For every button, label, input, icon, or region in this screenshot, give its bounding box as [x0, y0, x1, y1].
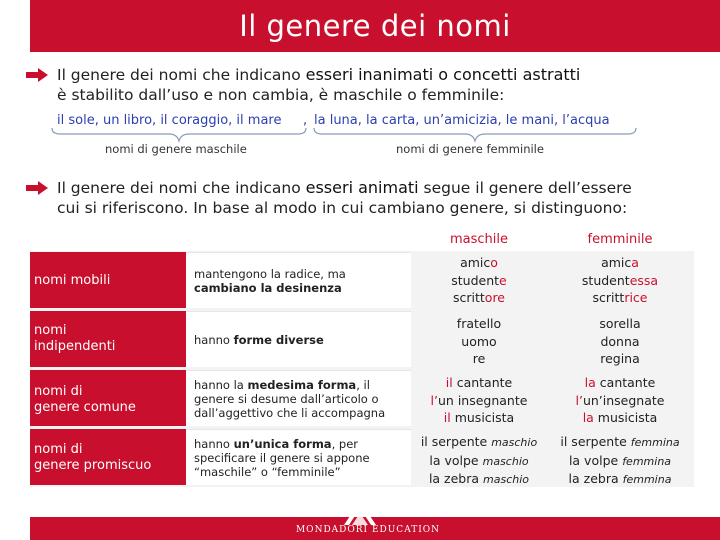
arrow-right-icon: [26, 181, 48, 195]
cell-masculine: il serpente maschio la volpe maschio la zebra maschio: [420, 434, 538, 486]
examples-feminine: la luna, la carta, un’amicizia, le mani, l’acqua: [314, 113, 610, 128]
row-label-band: [30, 429, 186, 485]
row-label: nomi di genere comune: [34, 384, 136, 415]
row-label: nomi indipendenti: [34, 323, 116, 354]
column-header-feminine: femminile: [587, 232, 653, 247]
row-description: hanno forme diverse: [186, 311, 411, 367]
row-description: mantengono la radice, ma cambiano la desinenza: [186, 252, 411, 308]
paragraph-animate: Il genere dei nomi che indicano esseri animati segue il genere dell’essere cui si riferiscono. In base al modo in cui cambiano genere, si distinguono:: [57, 178, 632, 217]
paragraph-inanimate: Il genere dei nomi che indicano esseri inanimati o concetti astratti è stabilito dall’uso e non cambia, è maschile o femminile:: [57, 65, 581, 104]
row-description: hanno un’unica forma, per specificare il genere si appone “maschile” o “femminile”: [186, 429, 411, 485]
row-label-band: [30, 311, 186, 367]
cell-masculine: fratello uomo re: [456, 316, 502, 366]
label-masculine-gender: nomi di genere maschile: [105, 142, 247, 156]
cell-feminine: il serpente femmina la volpe femmina la zebra femmina: [560, 434, 680, 486]
row-label-band: [30, 370, 186, 426]
arrow-right-icon: [26, 68, 48, 82]
cell-feminine: sorella donna regina: [599, 316, 641, 366]
row-label: nomi mobili: [34, 273, 111, 288]
cell-feminine: amica studentessa scrittrice: [581, 255, 659, 305]
row-label-band: [30, 252, 186, 308]
row-label: nomi di genere promiscuo: [34, 442, 152, 473]
cell-masculine: amico studente scrittore: [451, 255, 507, 305]
publisher-logo-icon: [341, 500, 379, 526]
title-bar: [30, 0, 720, 52]
examples-masculine: il sole, un libro, il coraggio, il mare: [57, 113, 282, 128]
cell-feminine: la cantante l’un’insegnate la musicista: [575, 375, 665, 425]
highlight-inanimate: esseri inanimati o concetti astratti: [305, 65, 581, 84]
label-feminine-gender: nomi di genere femminile: [396, 142, 544, 156]
publisher-logo-text: MONDADORI EDUCATION: [295, 525, 441, 535]
row-description: hanno la medesima forma, il genere si desume dall’articolo o dall’aggettivo che li accompagna: [186, 370, 411, 426]
column-header-masculine: maschile: [449, 232, 508, 247]
page-title: Il genere dei nomi: [239, 9, 511, 43]
highlight-animate: esseri animati: [305, 178, 419, 197]
cell-masculine: il cantante l’un insegnante il musicista: [430, 375, 528, 425]
examples-separator: ,: [303, 113, 308, 128]
